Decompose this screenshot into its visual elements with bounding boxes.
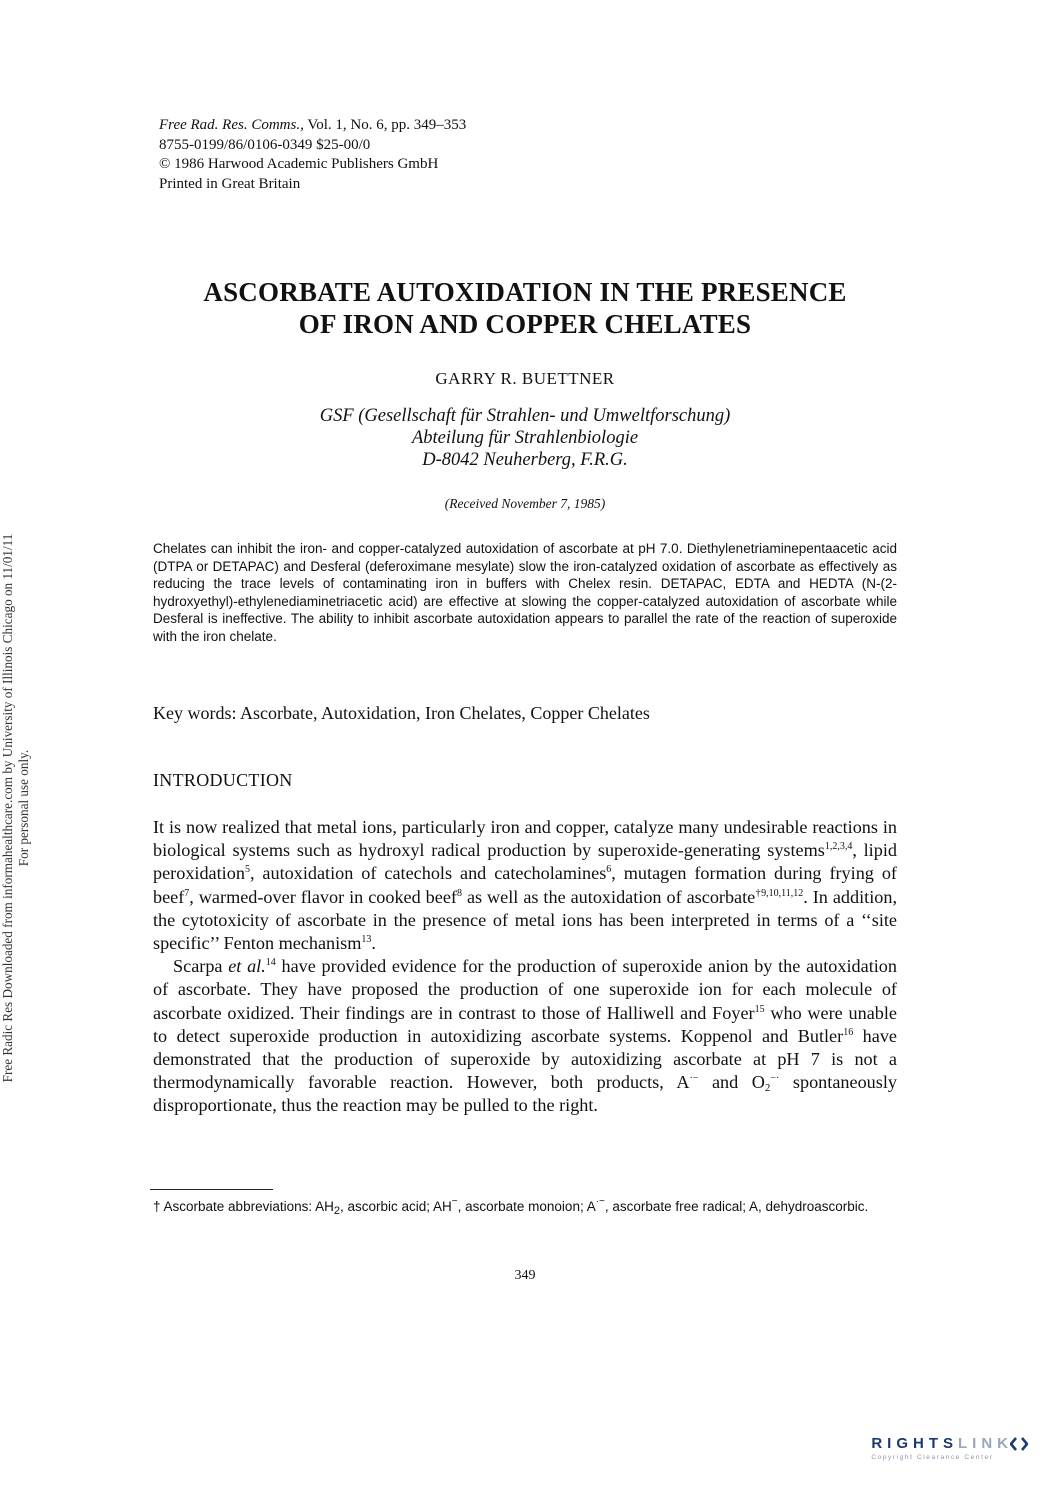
citation-ref[interactable]: 1,2,3,4 <box>824 841 853 853</box>
section-heading-introduction: INTRODUCTION <box>153 770 293 790</box>
citation-ref[interactable]: 16 <box>843 1026 854 1038</box>
citation-ref[interactable]: 13 <box>361 934 372 946</box>
citation-ref[interactable]: 7 <box>184 887 190 899</box>
received-date: (Received November 7, 1985) <box>444 496 606 511</box>
printed-line: Printed in Great Britain <box>159 175 301 192</box>
affiliation-line-2: Abteilung für Strahlenbiologie <box>411 428 639 448</box>
citation-line <box>159 116 466 136</box>
title-line-2: OF IRON AND COPPER CHELATES <box>298 309 752 339</box>
citation-ref[interactable]: 6 <box>606 864 612 876</box>
journal-header <box>159 116 466 194</box>
citation-ref[interactable]: †9,10,11,12 <box>755 887 804 899</box>
abstract: Chelates can inhibit the iron- and copper-catalyzed autoxidation of ascorbate at pH 7.0. Diethylenetriaminepentaacetic acid (DTPA or DETAPAC) and Desferal (deferoximane mesylate) slow the iron-catalyzed oxidation of ascorbate as effectively as reducing the trace levels of contaminating iron in buffers with Chelex resin. DETAPAC, EDTA and HEDTA (N-(2-hydroxyethyl)-ethylenediaminetriacetic acid) are effective at slowing the copper-catalyzed autoxidation of ascorbate while Desferal is ineffective. The ability to inhibit ascorbate autoxidation appears to parallel the rate of the reaction of superoxide with the iron chelate. <box>153 541 897 644</box>
citation-ref[interactable]: 5 <box>244 864 250 876</box>
footnote-divider <box>150 1189 273 1190</box>
paragraph-1: It is now realized that metal ions, particularly iron and copper, catalyze many undesirable reactions in biological systems such as hydroxyl radical production by superoxide-generating systems$^{1,2,3,4}$, lipid peroxidation$^5$, autoxidation of catechols and catecholamines$^6$, mutagen formation during frying of beef$^7$, warmed-over flavor in cooked beef$^8$ as well as the autoxidation of ascorbate$^{\dagger 9,10,11,12}$. In addition, the cytotoxicity of ascorbate in the presence of metal ions has been interpreted in terms of a ‘‘site specific’’ Fenton mechanism$^{13}$. <box>153 817 897 954</box>
page-number: 349 <box>514 1268 536 1283</box>
volume-info: Vol. 1, No. 6, pp. 349–353 <box>303 117 467 133</box>
watermark-line-2: For personal use only. <box>16 749 31 867</box>
download-watermark <box>0 0 48 1230</box>
chevron-link-icon <box>1010 1436 1028 1452</box>
citation-ref[interactable]: 15 <box>754 1003 765 1015</box>
logo-text-rights: RIGHTS <box>871 1435 958 1452</box>
paragraph-2: Scarpa et al.$^{14}$ have provided evidence for the production of superoxide anion by the autoxidation of ascorbate. They have proposed the production of one superoxide ion for each molecule of ascorbate oxidized. Their findings are in contrast to those of Halliwell and Foyer$^{15}$ who were unable to detect superoxide production in autoxidizing ascorbate systems. Koppenol and Butler$^{16}$ have demonstrated that the production of superoxide by autoxidizing ascorbate at pH 7 is not a thermodynamically favorable reaction. However, both products, A·− and $O_2^{-\cdot}$ spontaneously disproportionate, thus the reaction may be pulled to the right. <box>153 956 897 1116</box>
issn-line: 8755-0199/86/0106-0349 $25-00/0 <box>159 136 371 153</box>
affiliation-line-1: GSF (Gesellschaft für Strahlen- und Umweltforschung) <box>319 406 731 426</box>
rightslink-logo[interactable] <box>871 1435 1028 1461</box>
citation-ref[interactable]: 14 <box>265 957 276 969</box>
logo-tagline: Copyright Clearance Center <box>871 1454 994 1461</box>
copyright-line: © 1986 Harwood Academic Publishers GmbH <box>159 156 439 172</box>
citation-ref[interactable]: 8 <box>456 887 462 899</box>
affiliation-line-3: D-8042 Neuherberg, F.R.G. <box>422 450 628 470</box>
title-line-1: ASCORBATE AUTOXIDATION IN THE PRESENCE <box>203 277 847 307</box>
article-title <box>100 276 950 340</box>
watermark-line-1: Free Radic Res Downloaded from informahealthcare.com by University of Illinois Chicago on 11/01/11 <box>0 533 15 1083</box>
footnote: † Ascorbate abbreviations: $AH_2$, ascorbic acid; AH−, ascorbate monoion; A·−, ascorbate free radical; A, dehydroascorbic. <box>153 1196 869 1217</box>
introduction-body <box>153 816 897 1118</box>
logo-text-link: LINK <box>958 1435 1013 1452</box>
affiliation <box>100 405 950 471</box>
journal-name: Free Rad. Res. Comms., <box>159 117 304 133</box>
keywords: Key words: Ascorbate, Autoxidation, Iron Chelates, Copper Chelates <box>153 703 650 723</box>
author-name: GARRY R. BUETTNER <box>435 369 615 388</box>
